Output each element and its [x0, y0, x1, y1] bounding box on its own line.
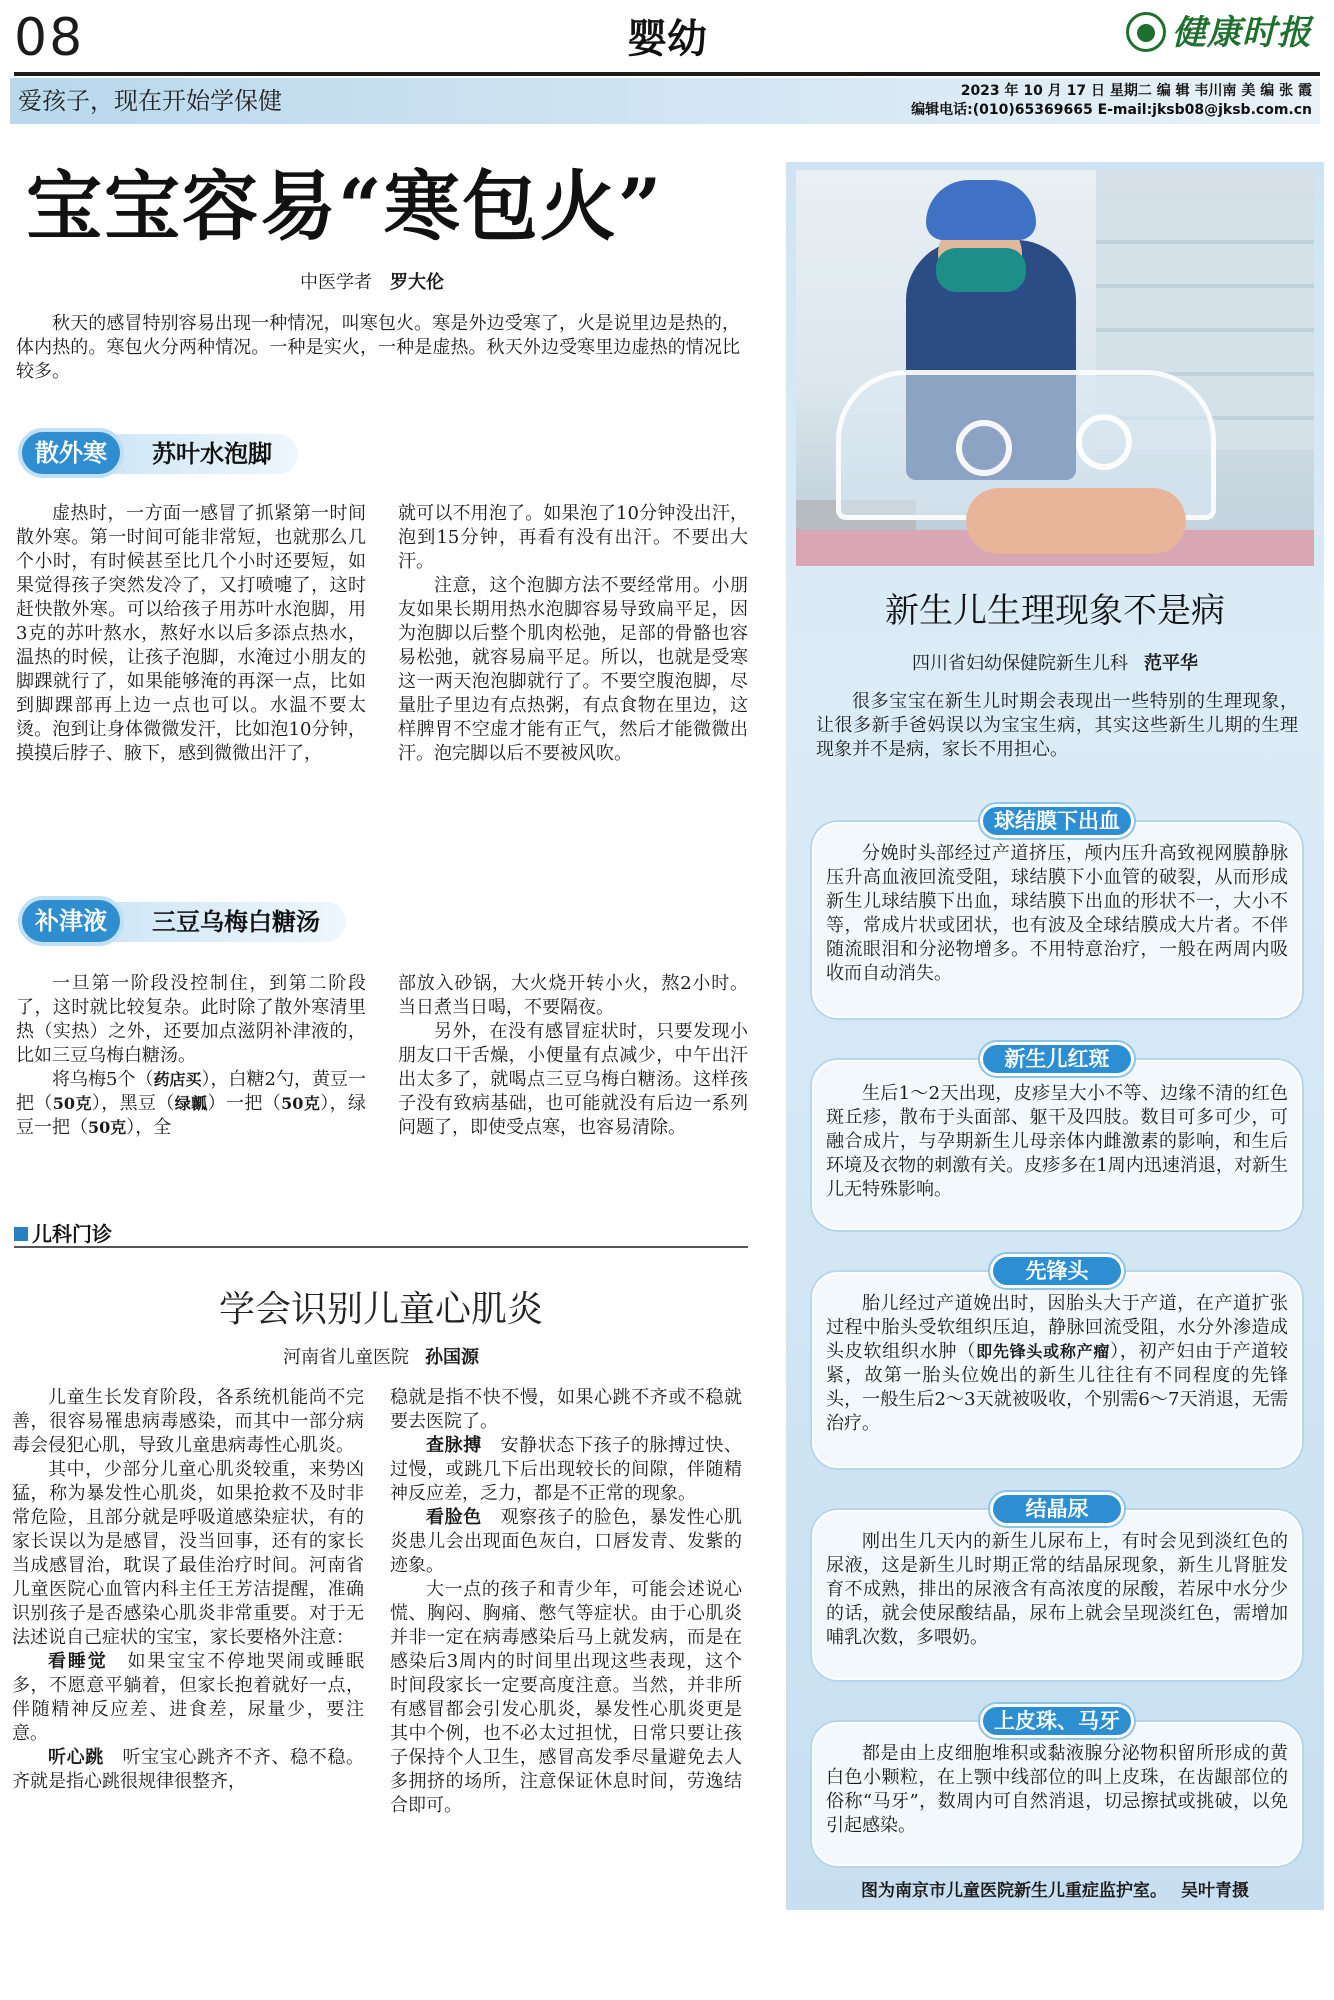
- info-box-text: 分娩时头部经过产道挤压，颅内压升高致视网膜静脉压升高血液回流受阻，球结膜下小血管的破裂，从而形成新生儿球结膜下出血，球结膜下出血的形状不一，大小不等，常成片状或团状，也有波及全球结膜成大片者。不伴随流眼泪和分泌物增多。不用特意治疗，一般在两周内吸收而自动消失。: [826, 843, 1288, 984]
- subhead-label: 三豆乌梅白糖汤: [108, 902, 346, 942]
- article-column: [398, 972, 748, 1140]
- paragraph: 部放入砂锅，大火烧开转小火，熬2小时。当日煮当日喝，不要隔夜。: [398, 973, 748, 1018]
- paragraph: 一旦第一阶段没控制住，到第二阶段了，这时就比较复杂。此时除了散外寒清里热（实热）之外，还要加点滋阴补津液的，比如三豆乌梅白糖汤。: [16, 973, 366, 1066]
- paragraph: 查脉搏 安静状态下孩子的脉搏过快、过慢，或跳几下后出现较长的间隙，伴随精神反应差，乏力，都是不正常的现象。: [390, 1435, 742, 1504]
- header-rule: [14, 72, 1320, 76]
- paragraph: 大一点的孩子和青少年，可能会述说心慌、胸闷、胸痛、憋气等症状。由于心肌炎并非一定在病毒感染后马上就发病，而是在感染后3周内的时间里出现这些表现，这个时间段家长一定要高度注意。当然，并非所有感冒都会引发心肌炎，暴发性心肌炎更是其中个例，也不必太过担忧，日常只要让孩子保持个人卫生，感冒高发季尽量避免去人多拥挤的场所，注意保证休息时间，劳逸结合即可。: [390, 1579, 742, 1816]
- info-box-text: 都是由上皮细胞堆积或黏液腺分泌物积留所形成的黄白色小颗粒，在上颚中线部位的叫上皮珠，在齿龈部位的俗称“马牙”，数周内可自然消退，切忌擦拭或挑破，以免引起感染。: [826, 1743, 1288, 1836]
- newborn-article-title: 新生儿生理现象不是病: [885, 591, 1225, 631]
- editor-contact: 编辑电话:(010)65369665 E-mail:jksb08@jksb.com.cn: [911, 102, 1312, 118]
- section-label: 儿科门诊: [14, 1222, 112, 1246]
- paragraph: 另外，在没有感冒症状时，只要发现小朋友口干舌燥，小便量有点减少，中午出汗出太多了，就喝点三豆乌梅白糖汤。这样孩子没有致病基础，也可能就没有后边一系列问题了，即使受点寒，也容易清除。: [398, 1021, 748, 1138]
- keyword: 看脸色: [426, 1507, 482, 1528]
- pediatrics-article-byline: [14, 1346, 748, 1370]
- page-number: 08: [14, 8, 85, 68]
- section-divider: [14, 1218, 748, 1248]
- byline-org: 中医学者: [300, 272, 372, 293]
- article-column: [390, 1386, 742, 1818]
- info-box-text: 生后1～2天出现，皮疹呈大小不等、边缘不清的红色斑丘疹，散布于头面部、躯干及四肢。数目可多可少，可融合成片，与孕期新生儿母亲体内雌激素的影响，和生后环境及衣物的刺激有关。皮疹多在1周内迅速消退，对新生儿无特殊影响。: [826, 1083, 1288, 1200]
- article-column: [398, 502, 748, 766]
- main-article-byline: [300, 271, 444, 295]
- byline-org: 四川省妇幼保健院新生儿科: [912, 653, 1128, 674]
- info-box-text: 刚出生几天内的新生儿尿布上，有时会见到淡红色的尿液，这是新生儿时期正常的结晶尿现象，新生儿肾脏发育不成熟，排出的尿液含有高浓度的尿酸，若尿中水分少的话，就会使尿酸结晶，尿布上就会呈现淡红色，需增加哺乳次数，多喂奶。: [826, 1531, 1288, 1648]
- newspaper-logo: 健康时报: [1172, 13, 1312, 53]
- newborn-article-byline: [796, 652, 1314, 676]
- paragraph: 看睡觉 如果宝宝不停地哭闹或睡眠多，不愿意平躺着，但家长抱着就好一点，伴随精神反应差、进食差，尿量少，要注意。: [12, 1651, 365, 1744]
- article-column: [16, 972, 366, 1140]
- info-box-heading: 结晶尿: [990, 1492, 1124, 1526]
- byline-org: 河南省儿童医院: [283, 1347, 409, 1368]
- paragraph: 稳就是指不快不慢，如果心跳不齐或不稳就要去医院了。: [390, 1387, 742, 1432]
- slogan: 爱孩子，现在开始学保健: [18, 87, 282, 115]
- keyword: 看睡觉: [48, 1651, 108, 1672]
- subhead-san-wai-han: [18, 428, 328, 474]
- photo-caption: [796, 1880, 1314, 1902]
- paragraph: 看脸色 观察孩子的脸色，暴发性心肌炎患儿会出现面色灰白，口唇发青、发紫的迹象。: [390, 1507, 742, 1576]
- paragraph: 儿童生长发育阶段，各系统机能尚不完善，很容易罹患病毒感染，而其中一部分病毒会侵犯心肌，导致儿童患病毒性心肌炎。: [12, 1387, 364, 1456]
- byline-author: 孙国源: [425, 1347, 479, 1368]
- article-column: [12, 1386, 364, 1794]
- byline-author: 罗大伦: [390, 272, 444, 293]
- subhead-badge: 补津液: [18, 896, 124, 946]
- article-column: [16, 502, 366, 766]
- keyword: 查脉搏: [426, 1435, 482, 1456]
- paragraph: 将乌梅5个（药店买），白糖2勺，黄豆一把（50克），黑豆（绿瓤）一把（50克），绿豆一把（50克），全: [16, 1069, 366, 1138]
- issue-date-editors: 2023 年 10 月 17 日 星期二 编 辑 韦川南 美 编 张 霞: [960, 83, 1312, 99]
- newspaper-logo-icon: [1126, 12, 1166, 52]
- info-box-heading: 新生儿红斑: [980, 1042, 1134, 1076]
- subhead-badge: 散外寒: [18, 428, 124, 478]
- pediatrics-article-title: 学会识别儿童心肌炎: [218, 1289, 543, 1330]
- photo-credit: 吴叶青摄: [1181, 1881, 1249, 1901]
- subhead-bu-jin-ye: [18, 896, 388, 942]
- paragraph: 听心跳 听宝宝心跳齐不齐、稳不稳。齐就是指心跳很规律很整齐，: [12, 1747, 364, 1792]
- newborn-intro: [816, 690, 1298, 762]
- paragraph: 虚热时，一方面一感冒了抓紧第一时间散外寒。第一时间可能非常短，也就那么几个小时，有时候甚至比几个小时还要短，如果觉得孩子突然发冷了，又打喷嚏了，这时赶快散外寒。可以给孩子用苏叶水泡脚，用3克的苏叶熬水，熬好水以后多添点热水，温热的时候，让孩子泡脚，水淹过小朋友的脚踝就行了，如果能够淹的再深一点，比如到脚踝部再上边一点也可以。水温不要太烫。泡到让身体微微发汗，比如泡10分钟，摸摸后脖子、腋下，感到微微出汗了，: [16, 503, 366, 764]
- main-article-title: 宝宝容易“寒包火”: [26, 162, 664, 251]
- subhead-label: 苏叶水泡脚: [108, 434, 298, 474]
- info-box-heading: 上皮珠、马牙: [980, 1704, 1134, 1738]
- nicu-photo: [796, 170, 1314, 566]
- info-box-heading: 球结膜下出血: [980, 804, 1134, 838]
- paragraph: 秋天的感冒特别容易出现一种情况，叫寒包火。寒是外边受寒了，火是说里边是热的，体内热的。寒包火分两种情况。一种是实火，一种是虚热。秋天外边受寒里边虚热的情况比较多。: [16, 313, 740, 382]
- paragraph: 很多宝宝在新生儿时期会表现出一些特别的生理现象，让很多新手爸妈误以为宝宝生病，其实这些新生儿期的生理现象并不是病，家长不用担心。: [816, 691, 1298, 760]
- paragraph: 注意，这个泡脚方法不要经常用。小朋友如果长期用热水泡脚容易导致扁平足，因为泡脚以后整个肌肉松弛，足部的骨骼也容易松弛，就容易扁平足。所以，也就是受寒这一两天泡泡脚就行了。不要空腹泡脚，尽量肚子里边有点热粥，有点食物在里边，这样脾胃不空虚才能有正气，然后才能微微出汗。泡完脚以后不要被风吹。: [398, 575, 748, 764]
- byline-author: 范平华: [1144, 653, 1198, 674]
- paragraph: 就可以不用泡了。如果泡了10分钟没出汗，泡到15分钟，再看有没有出汗。不要出大汗。: [398, 503, 748, 572]
- section-title: 婴幼: [627, 16, 707, 62]
- main-article-intro: [16, 312, 740, 384]
- info-box-text: 胎儿经过产道娩出时，因胎头大于产道，在产道扩张过程中胎头受软组织压迫，静脉回流受阻，水分外渗造成头皮软组织水肿（即先锋头或称产瘤），初产妇由于产道较紧，故第一胎头位娩出的新生儿往往有不同程度的先锋头，一般生后2～3天就被吸收，个别需6～7天消退，无需治疗。: [826, 1293, 1288, 1434]
- paragraph: 其中，少部分儿童心肌炎较重，来势凶猛，称为暴发性心肌炎，如果抢救不及时非常危险，且部分就是呼吸道感染症状，有的家长误以为是感冒，没当回事，还有的家长当成感冒治，耽误了最佳治疗时间。河南省儿童医院心血管内科主任王芳洁提醒，准确识别孩子是否感染心肌炎非常重要。对于无法述说自己症状的宝宝，家长要格外注意：: [12, 1459, 364, 1648]
- caption-text: 图为南京市儿童医院新生儿重症监护室。: [861, 1881, 1167, 1901]
- info-box-heading: 先锋头: [990, 1254, 1124, 1288]
- keyword: 听心跳: [48, 1747, 104, 1768]
